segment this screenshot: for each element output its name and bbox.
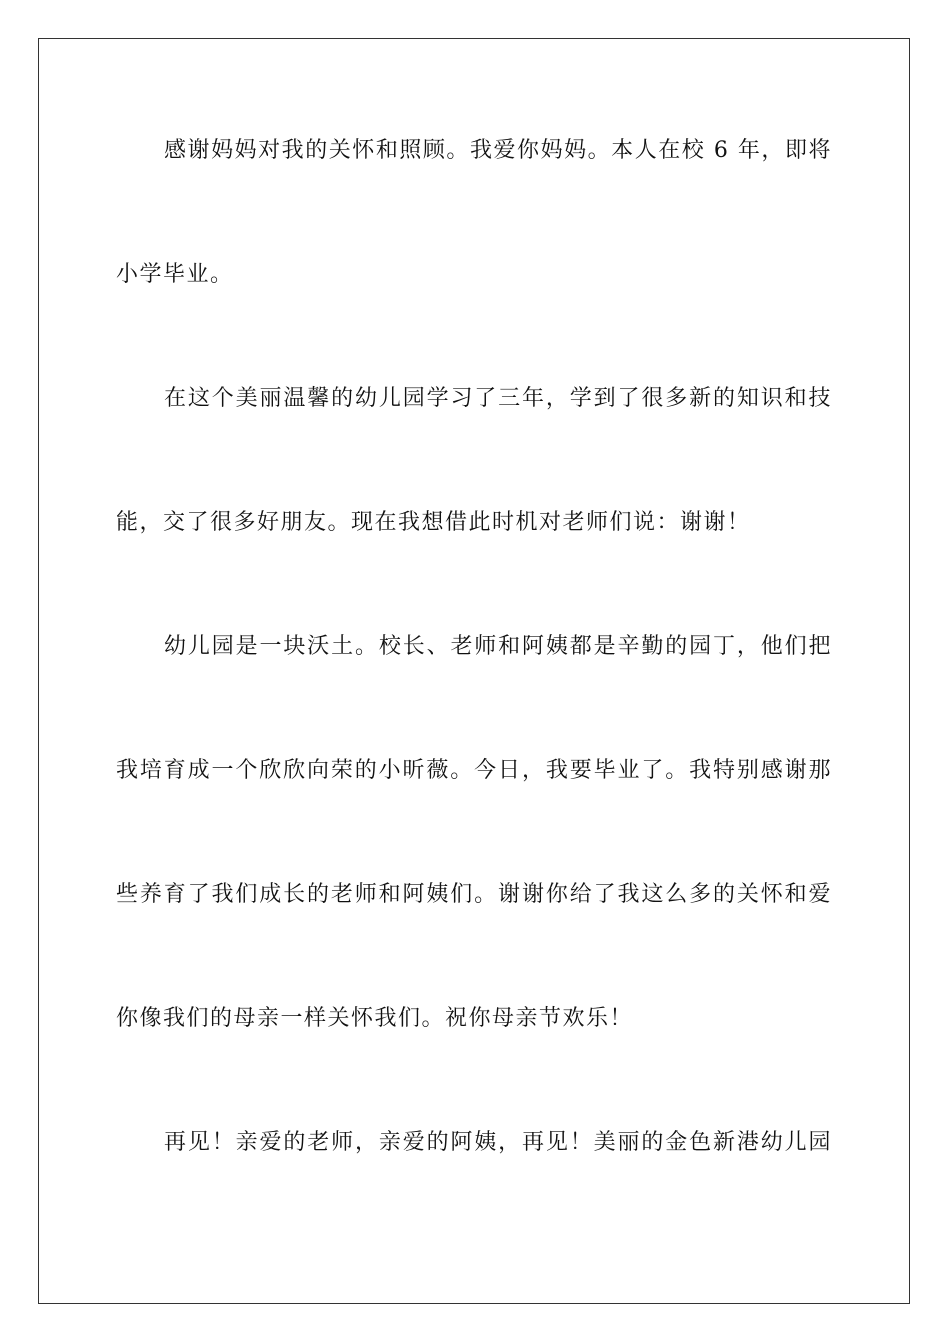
paragraph-1-line-1: 感谢妈妈对我的关怀和照顾。我爱你妈妈。本人在校 6 年，即将 [164, 138, 832, 163]
paragraph-3-line-3: 些养育了我们成长的老师和阿姨们。谢谢你给了我这么多的关怀和爱 [116, 882, 832, 907]
paragraph-2-line-1: 在这个美丽温馨的幼儿园学习了三年，学到了很多新的知识和技 [164, 386, 832, 411]
paragraph-1-line-2: 小学毕业。 [116, 262, 234, 287]
paragraph-4-line-1: 再见！亲爱的老师，亲爱的阿姨，再见！美丽的金色新港幼儿园 [164, 1130, 832, 1155]
paragraph-3-line-4: 你像我们的母亲一样关怀我们。祝你母亲节欢乐！ [116, 1006, 634, 1031]
paragraph-3-line-1: 幼儿园是一块沃土。校长、老师和阿姨都是辛勤的园丁，他们把 [164, 634, 832, 659]
paragraph-2-line-2: 能，交了很多好朋友。现在我想借此时机对老师们说：谢谢！ [116, 510, 751, 535]
page-border [38, 38, 910, 1304]
paragraph-3-line-2: 我培育成一个欣欣向荣的小昕薇。今日，我要毕业了。我特别感谢那 [116, 758, 832, 783]
